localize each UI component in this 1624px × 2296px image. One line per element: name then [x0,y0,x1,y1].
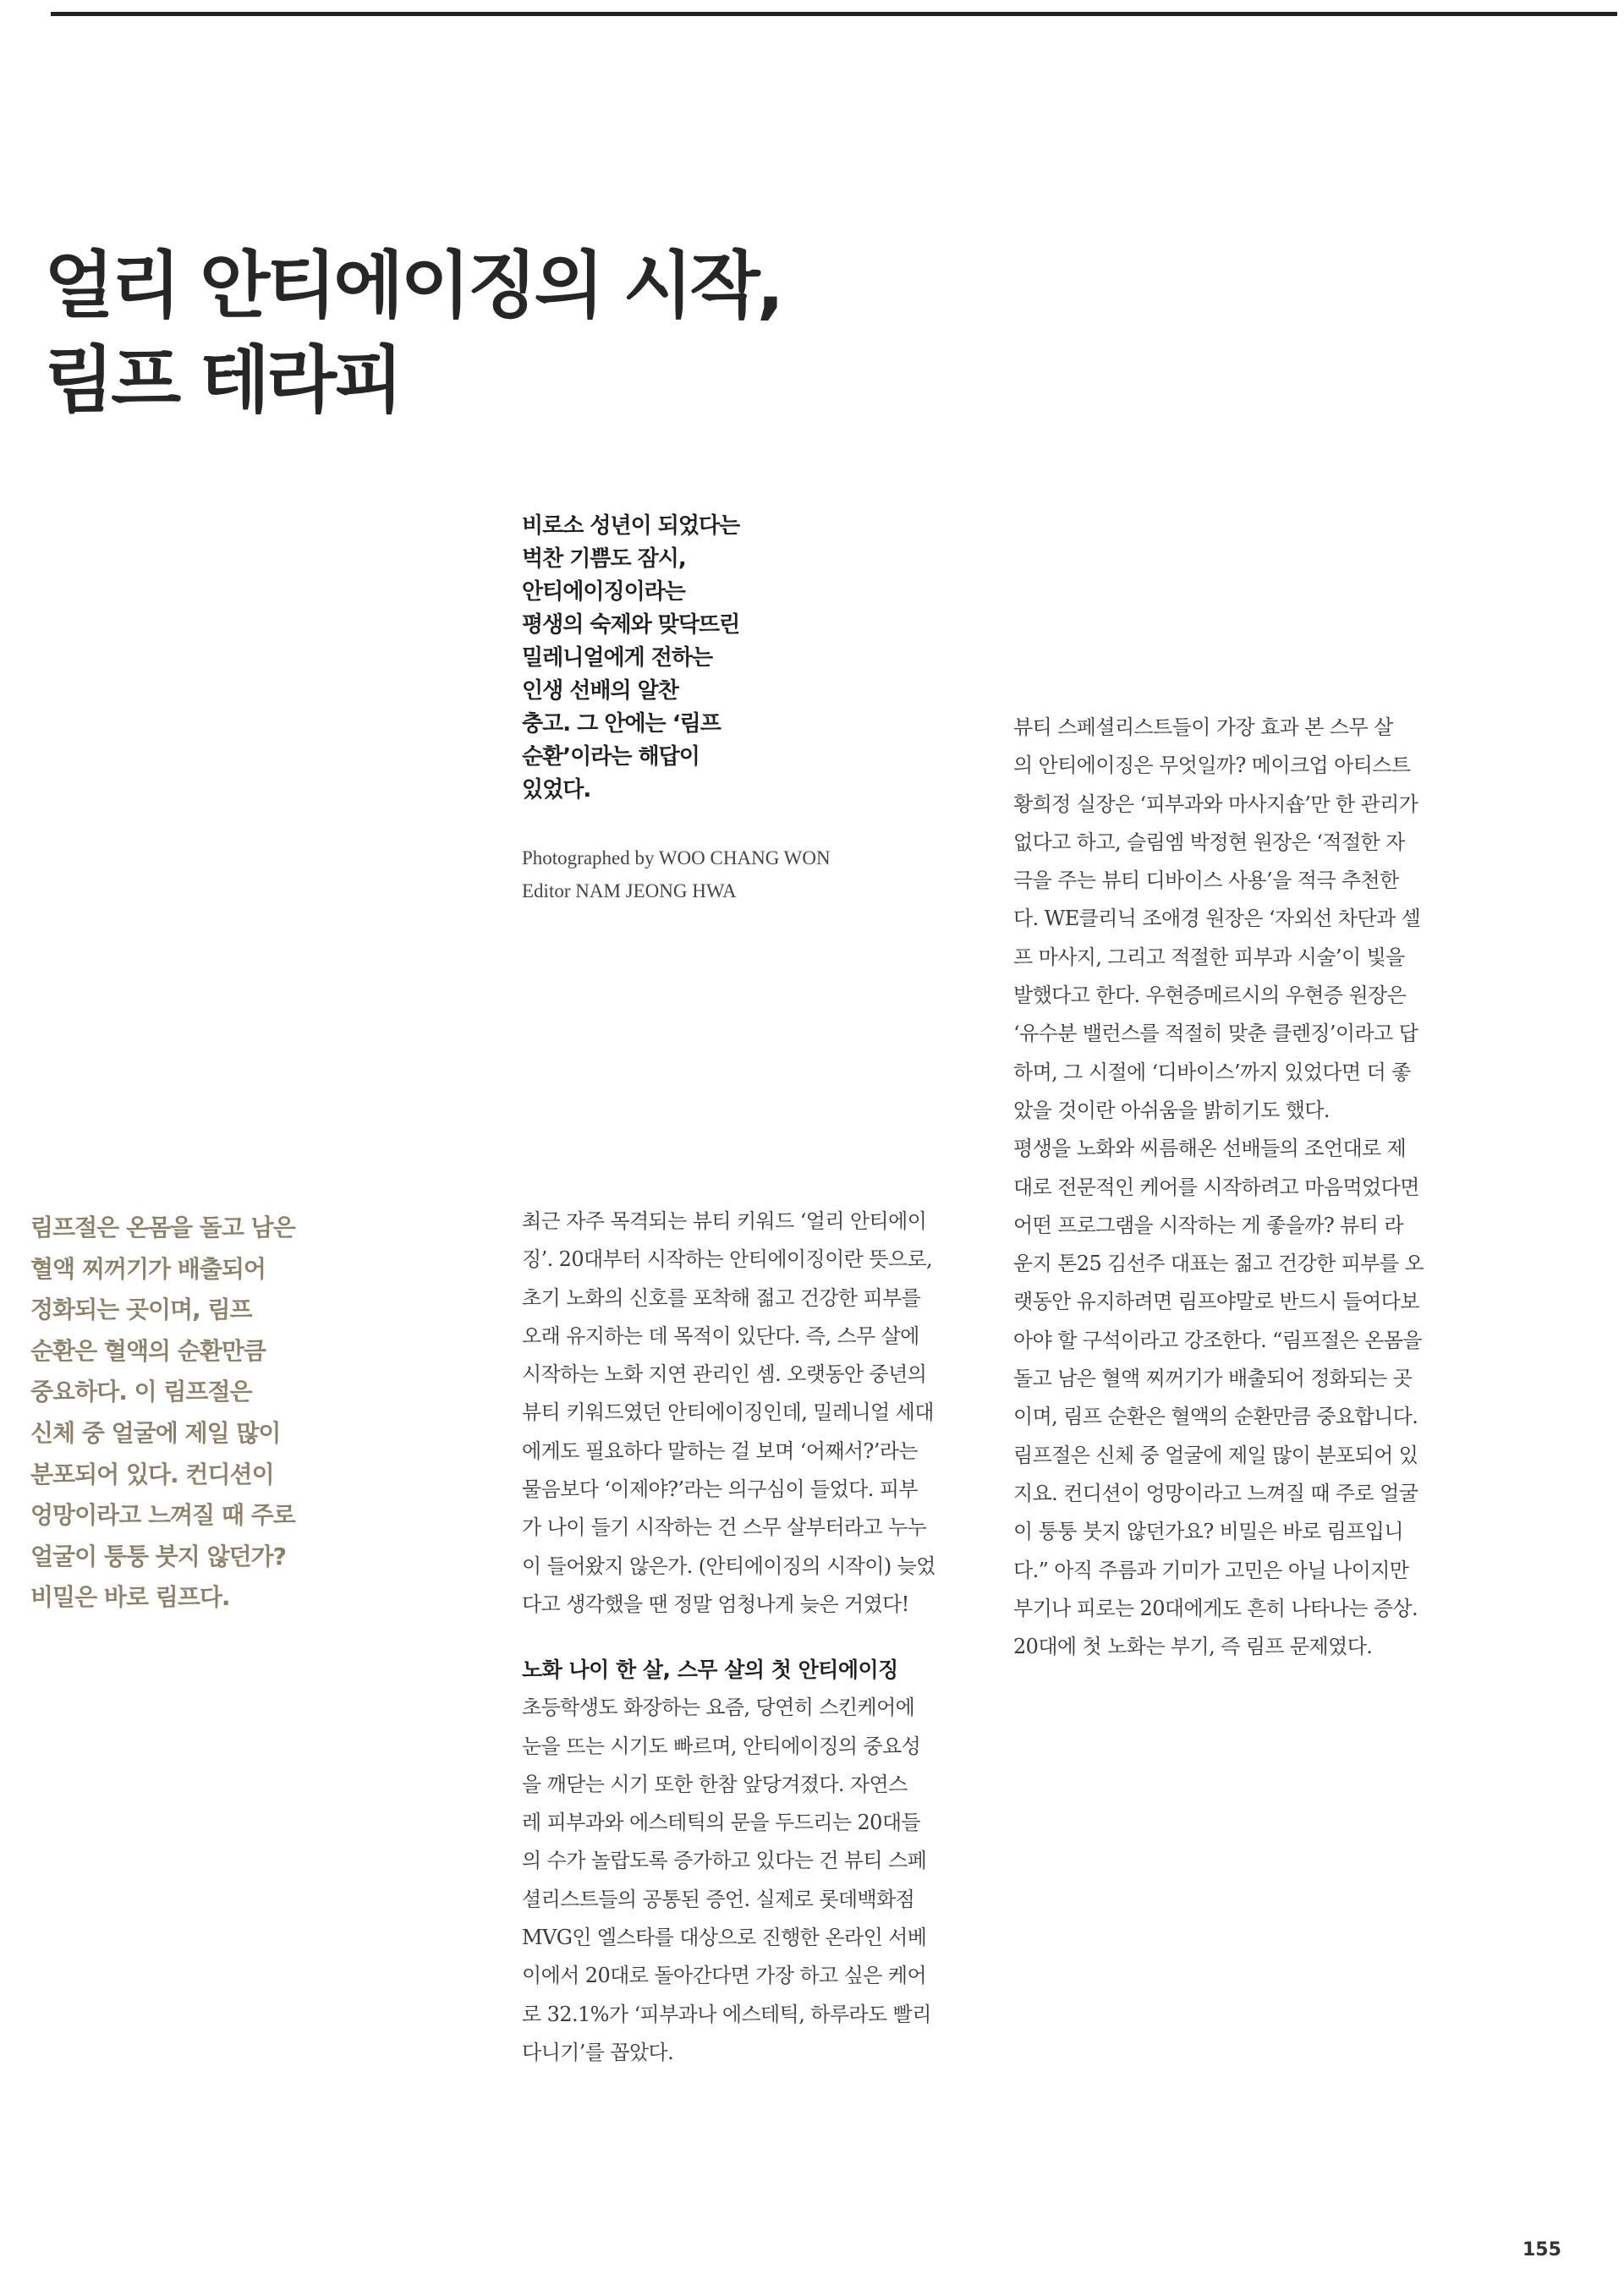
pull-quote-line: 신체 중 얼굴에 제일 많이 [30,1418,281,1447]
pull-quote [30,1208,335,1619]
pull-quote-line: 분포되어 있다. 컨디션이 [30,1460,274,1488]
editor-credit: Editor NAM JEONG HWA [522,880,737,901]
pull-quote-line: 혈액 찌꺼기가 배출되어 [30,1254,266,1283]
lead-line: 순환’이라는 해답이 [522,744,700,770]
lead-line: 충고. 그 안에는 ‘림프 [522,711,721,737]
lead-line: 인생 선배의 알찬 [522,678,678,704]
body-line: 어떤 프로그램을 시작하는 게 좋을까? 뷰티 라 [1013,1213,1403,1237]
body-column-right [1013,709,1470,1666]
lead-paragraph [522,510,793,807]
body-line: 운지 톤25 김선주 대표는 젊고 건강한 피부를 오 [1013,1252,1424,1276]
body-line: 20대에 첫 노화는 부기, 즉 림프 문제였다. [1013,1635,1373,1659]
photographer-credit: Photographed by WOO CHANG WON [522,847,831,869]
body-line: 이며, 림프 순환은 혈액의 순환만큼 중요합니다. [1013,1405,1418,1429]
lead-line: 있었다. [522,777,591,803]
body-line: 다고 생각했을 땐 정말 엄청나게 늦은 거였다! [522,1592,909,1616]
body-line: 다.” 아직 주름과 기미가 고민은 아닐 나이지만 [1013,1558,1409,1582]
pull-quote-line: 얼굴이 퉁퉁 붓지 않던가? [30,1542,286,1570]
body-line: 았을 것이란 아쉬움을 밝히기도 했다. [1013,1098,1330,1122]
body-line: 돌고 남은 혈액 찌꺼기가 배출되어 정화되는 곳 [1013,1367,1413,1391]
body-line: 지요. 컨디션이 엉망이라고 느껴질 때 주로 얼굴 [1013,1481,1418,1505]
pull-quote-line: 정화되는 곳이며, 림프 [30,1296,252,1324]
body-line: 뷰티 스페셜리스트들이 가장 효과 본 스무 살 [1013,715,1393,739]
lead-line: 안티에이징이라는 [522,579,685,605]
body-line: 극을 주는 뷰티 디바이스 사용’을 적극 추천한 [1013,869,1399,893]
body-line: 의 안티에이징은 무엇일까? 메이크업 아티스트 [1013,753,1411,778]
body-line: 초기 노화의 신호를 포착해 젊고 건강한 피부를 [522,1285,921,1310]
pull-quote-line: 순환은 혈액의 순환만큼 [30,1336,266,1365]
pull-quote-line: 중요하다. 이 림프절은 [30,1378,252,1406]
lead-line: 밀레니얼에게 전하는 [522,645,713,671]
body-line: 하며, 그 시절에 ‘디바이스’까지 있었다면 더 좋 [1013,1060,1411,1084]
body-line: 물음보다 ‘이제야?’라는 의구심이 들었다. 피부 [522,1477,918,1502]
top-rule [51,12,1617,16]
body-line: MVG인 엘스타를 대상으로 진행한 온라인 서베 [522,1926,927,1950]
body-line: 셜리스트들의 공통된 증언. 실제로 롯데백화점 [522,1887,915,1911]
body-line: 평생을 노화와 씨름해온 선배들의 조언대로 제 [1013,1137,1407,1161]
pull-quote-line: 엉망이라고 느껴질 때 주로 [30,1501,295,1530]
credits [522,841,860,907]
body-line: 뷰티 키워드였던 안티에이징인데, 밀레니얼 세대 [522,1400,934,1425]
body-line: 징’. 20대부터 시작하는 안티에이징이란 뜻으로, [522,1247,933,1272]
body-line: 황희정 실장은 ‘피부과와 마사지숍’만 한 관리가 [1013,792,1418,816]
body-line: 의 수가 놀랍도록 증가하고 있다는 건 뷰티 스페 [522,1849,927,1873]
article-title [44,238,1059,428]
body-line: 눈을 뜨는 시기도 빠르며, 안티에이징의 중요성 [522,1734,921,1758]
body-line: 레 피부과와 에스테틱의 문을 두드리는 20대들 [522,1811,920,1835]
body-line: 을 깨닫는 시기 또한 한참 앞당겨졌다. 자연스 [522,1772,908,1796]
body-line: 부기나 피로는 20대에게도 흔히 나타나는 증상. [1013,1596,1418,1620]
body-line: 최근 자주 목격되는 뷰티 키워드 ‘얼리 안티에이 [522,1209,927,1233]
lead-line: 벅찬 기쁨도 잠시, [522,546,686,572]
body-line: 다. WE클리닉 조애경 원장은 ‘자외선 차단과 셀 [1013,907,1421,931]
lead-line: 비로소 성년이 되었다는 [522,513,740,539]
body-line: 이 들어왔지 않은가. (안티에이징의 시작이) 늦었 [522,1553,935,1578]
body-line: 이에서 20대로 돌아간다면 가장 하고 싶은 케어 [522,1964,927,1988]
body-line: 이 퉁퉁 붓지 않던가요? 비밀은 바로 림프입니 [1013,1520,1403,1544]
body-paragraph-1 [522,1203,979,1624]
body-line: 발했다고 한다. 우현증메르시의 우현증 원장은 [1013,984,1407,1008]
body-line: 오래 유지하는 데 목적이 있단다. 즉, 스무 살에 [522,1323,919,1348]
body-line: ‘유수분 밸런스를 적절히 맞춘 클렌징’이라고 답 [1013,1022,1418,1046]
title-line-2: 림프 테라피 [44,338,401,423]
body-line: 랫동안 유지하려면 림프야말로 반드시 들여다보 [1013,1290,1419,1314]
body-line: 시작하는 노화 지연 관리인 셈. 오랫동안 중년의 [522,1362,927,1387]
body-line: 다니기’를 꼽았다. [522,2040,674,2064]
body-line: 가 나이 들기 시작하는 건 스무 살부터라고 누누 [522,1515,927,1540]
lead-line: 평생의 숙제와 맞닥뜨린 [522,612,740,638]
pull-quote-line: 림프절은 온몸을 돌고 남은 [30,1214,295,1241]
body-line: 아야 할 구석이라고 강조한다. “림프절은 온몸을 [1013,1328,1422,1352]
body-line: 로 32.1%가 ‘피부과나 에스테틱, 하루라도 빨리 [522,2002,931,2026]
body-line: 림프절은 신체 중 얼굴에 제일 많이 분포되어 있 [1013,1443,1418,1467]
pull-quote-line: 비밀은 바로 림프다. [30,1583,230,1612]
body-paragraph-2 [522,1689,979,2072]
title-line-1: 얼리 안티에이징의 시작, [44,244,782,328]
page-number: 155 [1522,2239,1561,2260]
section-subhead: 노화 나이 한 살, 스무 살의 첫 안티에이징 [522,1658,898,1683]
body-line: 대로 전문적인 케어를 시작하려고 마음먹었다면 [1013,1175,1419,1199]
body-line: 없다고 하고, 슬림엠 박정현 원장은 ‘적절한 자 [1013,830,1405,854]
body-line: 프 마사지, 그리고 적절한 피부과 시술’이 빛을 [1013,945,1405,969]
body-line: 에게도 필요하다 말하는 걸 보며 ‘어째서?’라는 [522,1438,918,1463]
body-column-middle [522,1203,979,2072]
body-line: 초등학생도 화장하는 요즘, 당연히 스킨케어에 [522,1696,915,1720]
